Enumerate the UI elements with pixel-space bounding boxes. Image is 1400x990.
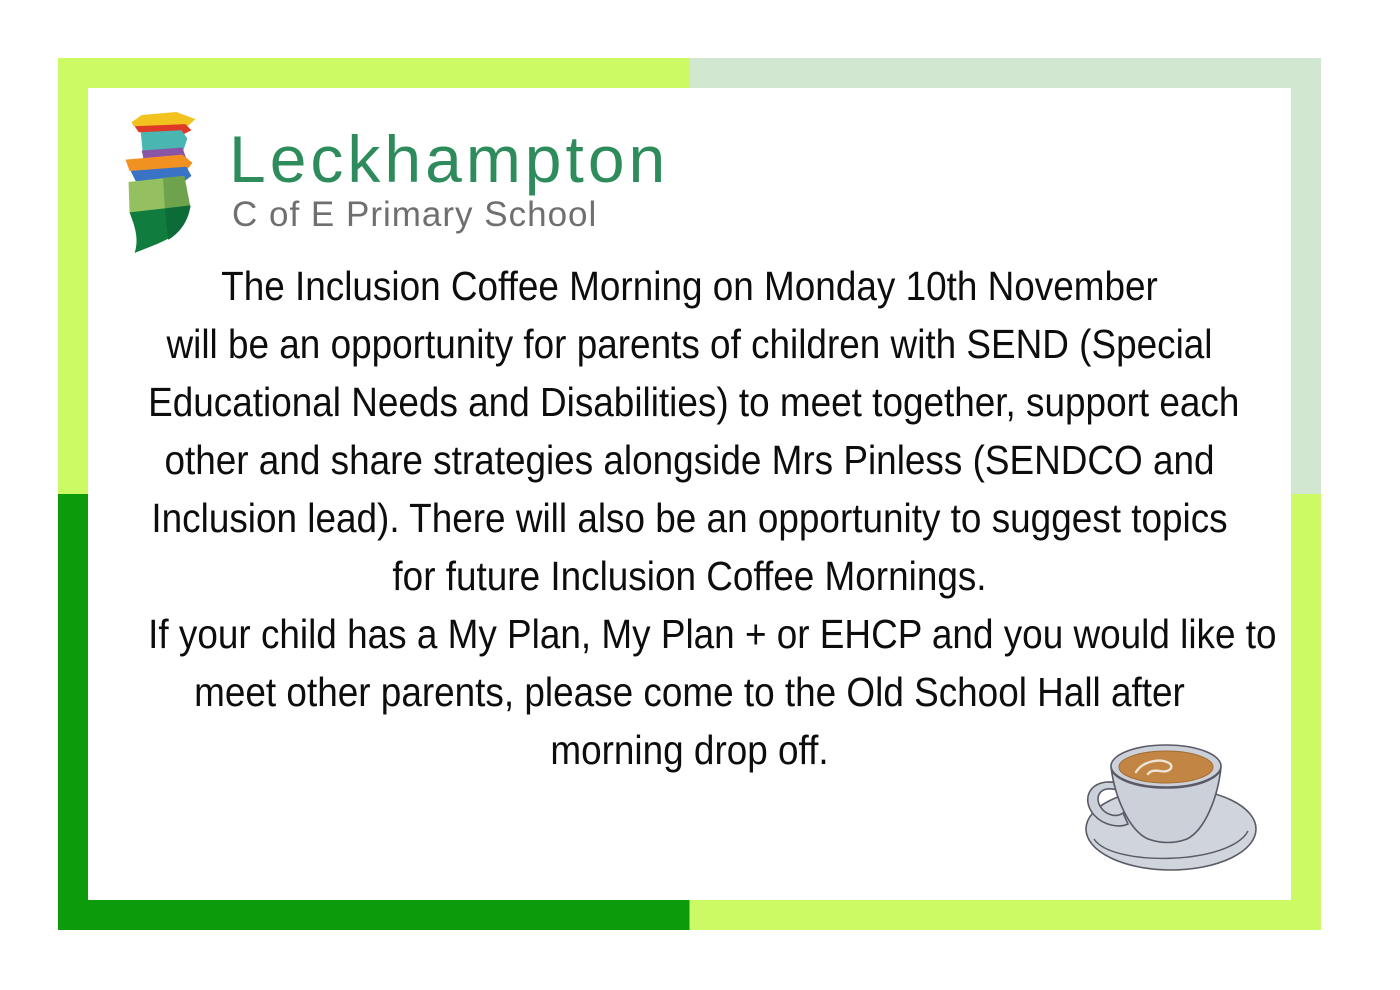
stacked-books-hill-icon — [117, 112, 203, 254]
announcement-line: morning drop off. — [550, 727, 829, 773]
announcement-line: other and share strategies alongside Mrs Pinless (SENDCO and — [164, 437, 1215, 483]
announcement-text — [148, 257, 1277, 779]
announcement-line: will be an opportunity for parents of children with SEND (Special — [166, 321, 1213, 367]
frame-left-bar — [58, 58, 88, 930]
school-name: Leckhampton — [229, 122, 670, 196]
coffee-cup-and-saucer-icon — [1078, 731, 1262, 883]
frame-right-bar — [1291, 58, 1321, 930]
announcement-line: The Inclusion Coffee Morning on Monday 10th November — [221, 263, 1158, 309]
announcement-line: for future Inclusion Coffee Mornings. — [392, 553, 987, 599]
announcement-line: Inclusion lead). There will also be an opportunity to suggest topics — [151, 495, 1228, 541]
announcement-line: Educational Needs and Disabilities) to meet together, support each — [148, 379, 1240, 425]
frame-top-bar — [58, 58, 1321, 88]
frame-bottom-bar — [58, 900, 1321, 930]
school-subtitle: C of E Primary School — [232, 195, 598, 234]
announcement-line: meet other parents, please come to the Old School Hall after — [194, 669, 1185, 715]
announcement-line: If your child has a My Plan, My Plan + or EHCP and you would like to — [148, 611, 1277, 657]
